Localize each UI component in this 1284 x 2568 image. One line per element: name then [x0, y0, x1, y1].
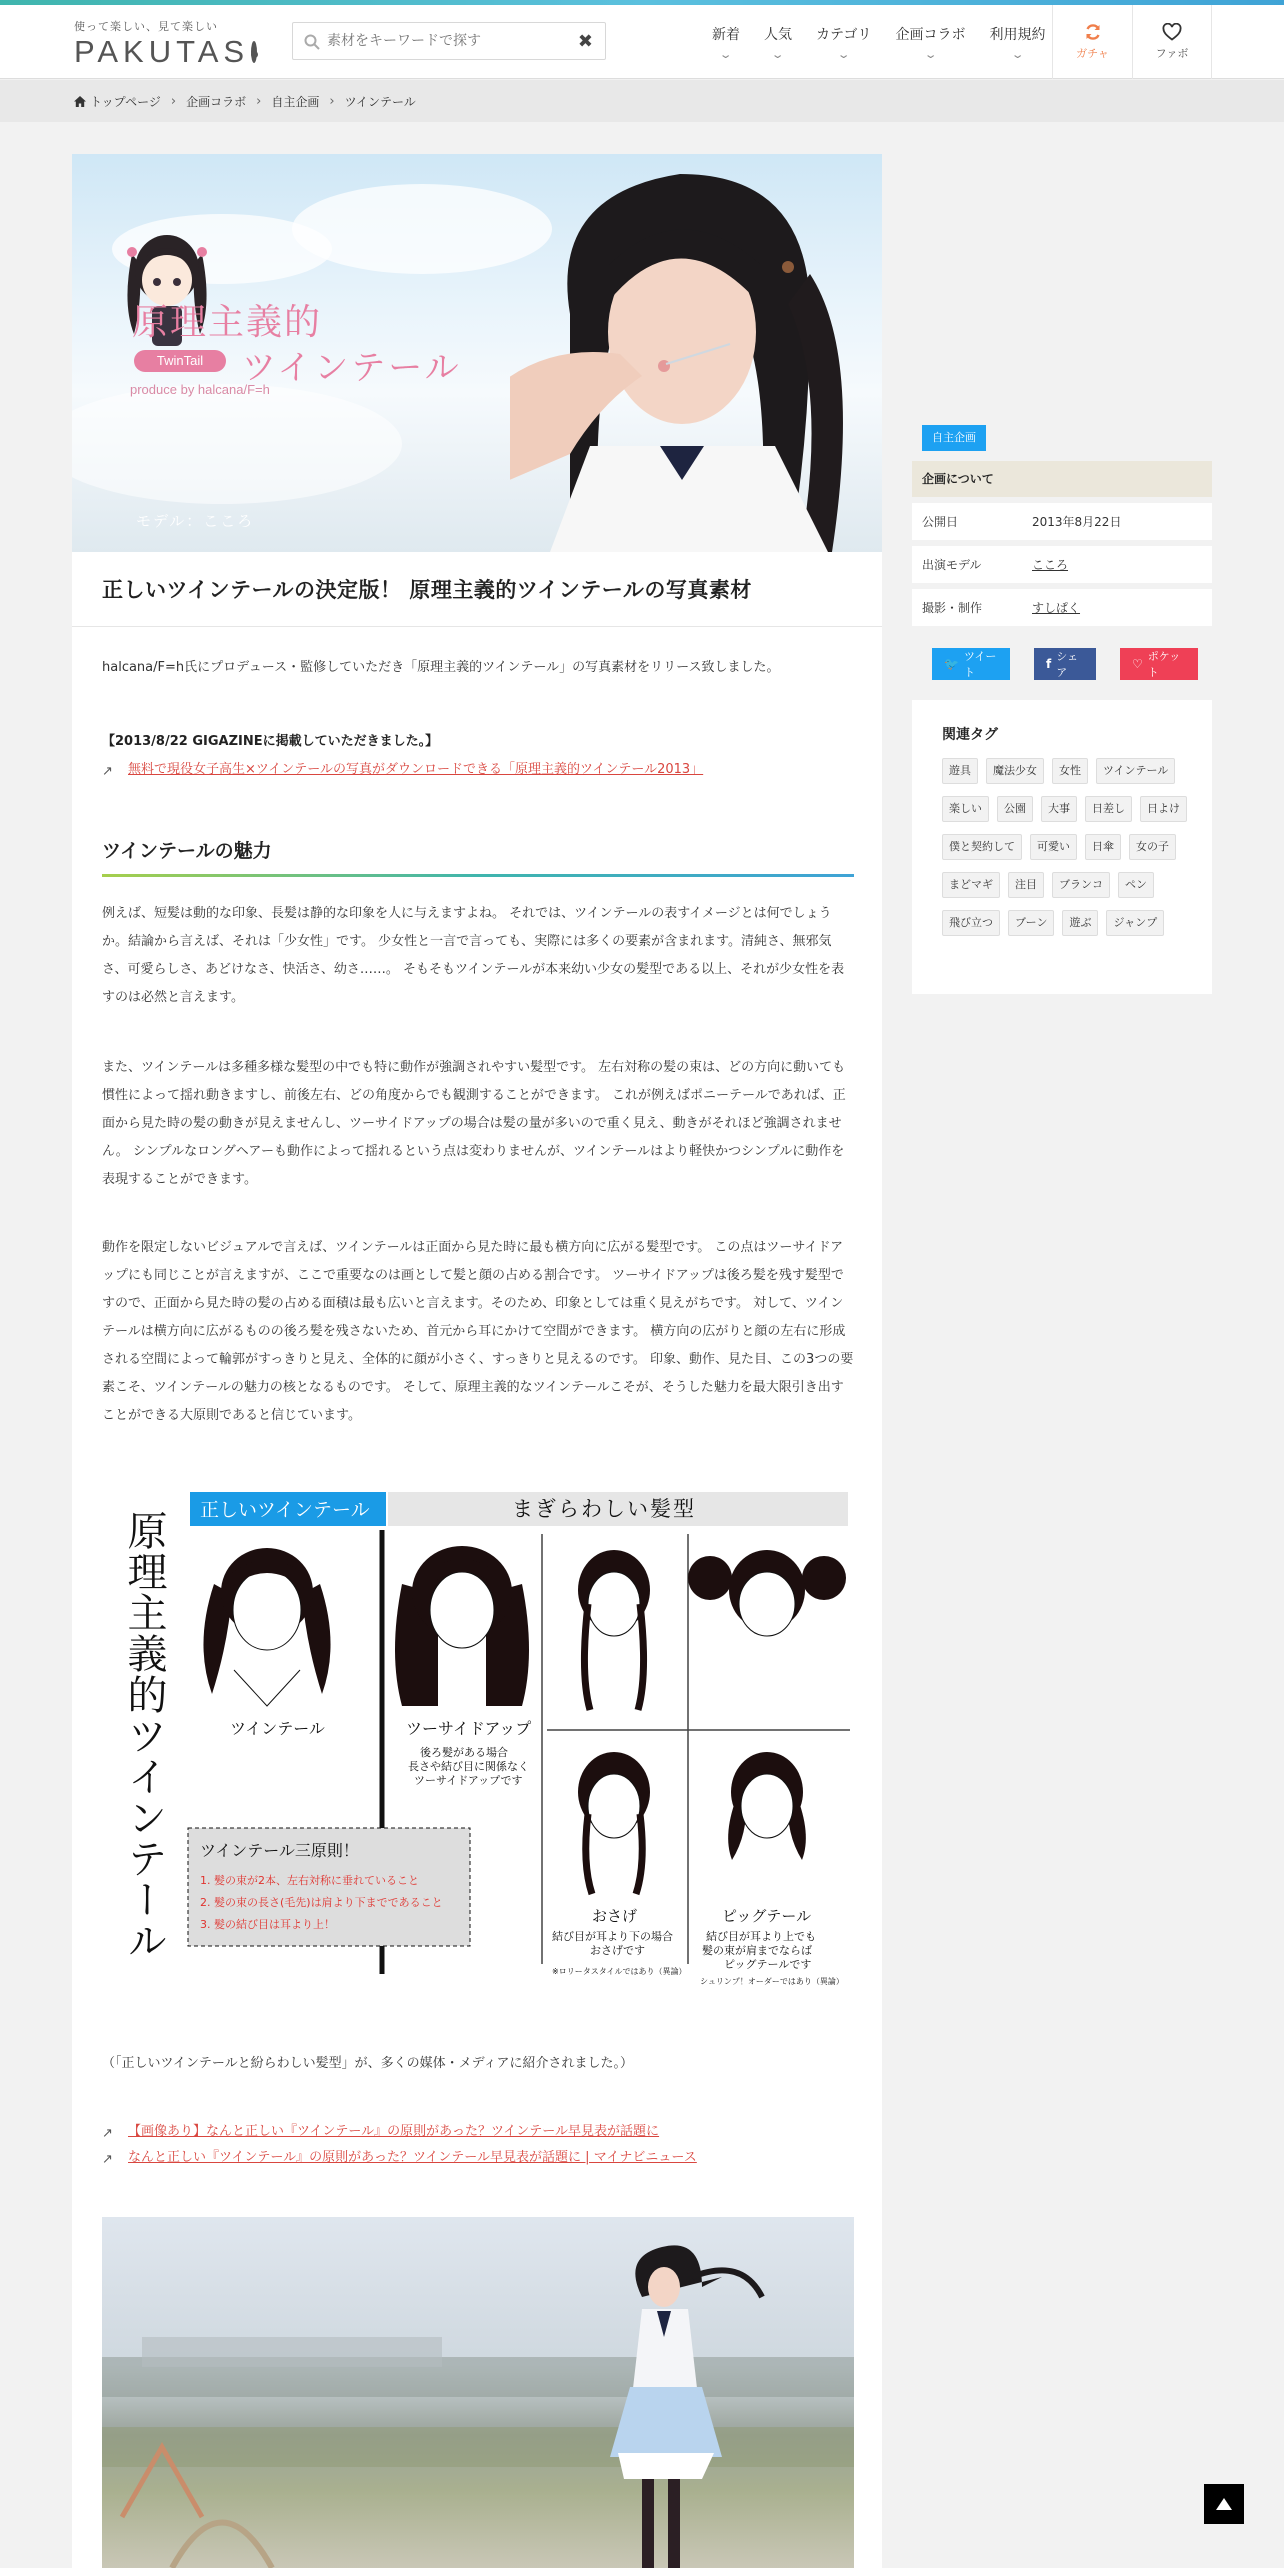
pocket-label: ポケット — [1147, 650, 1181, 679]
paragraph-1: 例えば、短髪は動的な印象、長髪は静的な印象を人に与えますよね。 それでは、ツインテールの表すイメージとは何でしょうか。結論から言えば、それは「少女性」です。 少女性と一言で言っても、実際には多くの要素が含まれます。清純さ、無邪気さ、可愛らしさ、あどけなさ、快活さ、幼さ……。 そもそもツインテールが本来幼い少女の髪型である以上、それが少女性を表すのは必然と言えます。 — [102, 906, 845, 1005]
arrow-up-icon — [1216, 2498, 1232, 2510]
logo-wordmark — [74, 34, 250, 70]
info-key: 撮影・制作 — [922, 601, 983, 615]
nav-new-label: 新着 — [712, 26, 740, 43]
favorites-button[interactable] — [1132, 5, 1212, 79]
photo-scene — [102, 2217, 854, 2568]
twitter-icon: 🐦 — [944, 657, 959, 671]
external-link-row — [102, 758, 703, 779]
hero-girl-photo — [510, 154, 882, 552]
tag-item[interactable]: まどマギ — [942, 872, 1000, 898]
logo-o-mark — [251, 41, 257, 63]
media-link-1[interactable]: 【画像あり】なんと正しい『ツインテール』の原則があった？ツインテール早見表が話題に — [128, 2124, 660, 2139]
intro-text: halcana/F=h氏にプロデュース・監修していただき「原理主義的ツインテール」の写真素材をリリース致しました。 — [102, 660, 780, 675]
share-label: シェア — [1056, 650, 1079, 679]
project-info-box — [912, 461, 1212, 626]
chevron-down-icon: ⌄ — [923, 47, 938, 61]
tag-item[interactable]: 公園 — [997, 796, 1033, 822]
tag-item[interactable]: ブランコ — [1052, 872, 1110, 898]
twintail-chart — [102, 1474, 854, 2142]
gigazine-link[interactable]: 無料で現役女子高生×ツインテールの写真がダウンロードできる「原理主義的ツインテール2013」 — [128, 762, 704, 777]
related-tags-heading: 関連タグ — [942, 727, 998, 743]
section-heading: ツインテールの魅力 — [102, 840, 272, 862]
divider — [72, 626, 882, 627]
pocket-button[interactable] — [1120, 648, 1198, 680]
tag-item[interactable]: 日傘 — [1085, 834, 1121, 860]
section-heading-underline — [102, 874, 854, 877]
diagram-correct-label: 正しいツインテール — [200, 1499, 370, 1521]
breadcrumb-collab[interactable]: 企画コラボ — [186, 94, 247, 109]
tag-item[interactable]: 女性 — [1052, 758, 1088, 784]
info-value: 2013年8月22日 — [1032, 515, 1122, 529]
media-caption: （「正しいツインテールと紛らわしい髪型」が、多くの媒体・メディアに紹介されました。） — [102, 2056, 634, 2071]
tag-item[interactable]: 可愛い — [1030, 834, 1077, 860]
refresh-icon — [1084, 23, 1102, 41]
share-buttons — [932, 648, 1198, 680]
tweet-button[interactable] — [932, 648, 1010, 680]
gacha-button[interactable] — [1052, 5, 1132, 79]
info-row — [912, 589, 1212, 626]
diagram-rule3: 3. 髪の結び目は耳より上！ — [200, 1918, 335, 1931]
hero-model: モデル：こころ — [136, 512, 255, 530]
nav-category[interactable] — [804, 5, 883, 79]
model-link[interactable]: こころ — [1032, 558, 1069, 572]
breadcrumb-current: ツインテール — [344, 94, 416, 109]
breadcrumb-home[interactable]: トップページ — [90, 94, 161, 109]
creator-link[interactable]: すしぱく — [1032, 601, 1081, 615]
diagram-rule1: 1. 髪の束が2本、左右対称に垂れていること — [200, 1874, 419, 1887]
external-link-row — [102, 2146, 697, 2167]
twintail-chart-svg — [102, 1474, 854, 2142]
related-tags-box — [912, 700, 1212, 994]
tag-item[interactable]: 日よけ — [1140, 796, 1187, 822]
diagram-rule2: 2. 髪の束の長さ(毛先)は肩より下までであること — [200, 1896, 443, 1909]
cloud-shape — [72, 384, 402, 504]
tag-item[interactable]: 僕と契約して — [942, 834, 1022, 860]
facebook-icon: f — [1046, 657, 1052, 671]
paragraph-2: また、ツインテールは多種多様な髪型の中でも特に動作が強調されやすい髪型です。 左右対称の髪の束は、どの方向に動いても慣性によって揺れ動きますし、前後左右、どの角度からでも観測することができます。 これが例えばポニーテールであれば、正面から見た時の髪の動きが見えませんし、ツーサイドアップの場合は髪の量が多いので重く見え、動きがそれほど強調されません。 シンプルなロングヘアーも動作によって揺れるという点は変わりませんが、ツインテールはより軽快かつシンプルに動作を表現することができます。 — [102, 1060, 846, 1187]
diagram-osage-note3: ※ロリータスタイルではあり（異論） — [552, 1967, 687, 1976]
tag-item[interactable]: 女の子 — [1129, 834, 1176, 860]
search-input[interactable] — [327, 29, 567, 53]
diagram-rules-title: ツインテール三原則！ — [200, 1841, 359, 1860]
logo-tagline: 使って楽しい、見て楽しい — [74, 20, 218, 33]
search-icon — [304, 34, 320, 50]
chevron-down-icon: ⌄ — [836, 47, 851, 61]
tag-item[interactable]: 日差し — [1085, 796, 1132, 822]
tag-item[interactable]: 飛び立つ — [942, 910, 1000, 936]
diagram-twoside-note3: ツーサイドアップです — [414, 1774, 523, 1787]
project-tag[interactable]: 自主企画 — [922, 425, 986, 451]
favorites-label: ファボ — [1155, 47, 1189, 60]
info-row — [912, 503, 1212, 540]
global-nav — [700, 5, 1057, 79]
chevron-right-icon: › — [170, 93, 177, 109]
tag-item[interactable]: 注目 — [1008, 872, 1044, 898]
clear-icon[interactable]: ✖ — [577, 31, 593, 52]
tweet-label: ツイート — [963, 650, 997, 679]
tag-item[interactable]: 魔法少女 — [986, 758, 1044, 784]
nav-popular[interactable] — [752, 5, 804, 79]
post-title: 正しいツインテールの決定版！ 原理主義的ツインテールの写真素材 — [102, 578, 752, 602]
project-info-heading: 企画について — [912, 461, 1212, 497]
diagram-pig-note4: シュリンプ！オーダーではあり（異論） — [700, 1977, 844, 1986]
paragraph-3: 動作を限定しないビジュアルで言えば、ツインテールは正面から見た時に最も横方向に広がる髪型です。 この点はツーサイドアップにも同じことが言えますが、ここで重要なのは画として髪と顔の占める割合です。 ツーサイドアップは後ろ髪を残す髪型ですので、正面から見た時の髪の占める面積は最も広いと言えます。そのため、印象としては重く見えがちです。 対して、ツインテールは横方向に広がるものの後ろ髪を残さないため、首元から耳にかけて空間ができます。 横方向の広がりと顔の左右に形成される空間によって輪郭がすっきりと見え、全体的に顔が小さく、すっきりと見えるのです。 印象、動作、見た目、この3つの要素こそ、ツインテールの魅力の核となるものです。 そして、原理主義的なツインテールこそが、そうした魅力を最大限引き出すことができる大原則であると信じています。 — [102, 1240, 854, 1423]
tag-item[interactable]: 遊具 — [942, 758, 978, 784]
external-link-icon: ↗ — [102, 2126, 113, 2141]
heart-icon — [1162, 23, 1182, 41]
hero-badge: TwinTail — [134, 350, 226, 372]
chevron-down-icon: ⌄ — [719, 47, 733, 61]
search-box — [292, 22, 606, 60]
diagram-pig-note1: 結び目が耳より上でも — [706, 1930, 816, 1943]
breadcrumb — [0, 80, 1284, 122]
gacha-label: ガチャ — [1076, 47, 1109, 60]
tag-item[interactable]: ジャンプ — [1106, 910, 1164, 936]
diagram-twoside-note2: 長さや結び目に関係なく — [408, 1760, 529, 1773]
hero-image — [72, 154, 882, 552]
back-to-top-button[interactable] — [1204, 2484, 1244, 2524]
tag-item[interactable]: 楽しい — [942, 796, 989, 822]
media-link-2[interactable]: なんと正しい『ツインテール』の原則があった？ツインテール早見表が話題に | マイナビニュース — [128, 2150, 697, 2165]
info-row — [912, 546, 1212, 583]
twintail-jump-photo — [102, 2217, 854, 2568]
chevron-down-icon: ⌄ — [771, 47, 785, 61]
info-key: 出演モデル — [922, 558, 982, 572]
chevron-right-icon: › — [256, 93, 262, 109]
diagram-osage-note1: 結び目が耳より下の場合 — [552, 1930, 673, 1943]
article — [72, 154, 882, 2568]
tag-item[interactable]: 大事 — [1041, 796, 1077, 822]
diagram-twoside-label: ツーサイドアップ — [406, 1719, 532, 1738]
hero-title-line2: ツインテール — [242, 348, 462, 388]
chevron-right-icon: › — [329, 93, 335, 109]
hero-produce: produce by halcana/F=h — [130, 382, 270, 397]
nav-terms-label: 利用規約 — [989, 26, 1046, 43]
external-link-row — [102, 2120, 659, 2141]
nav-terms[interactable] — [977, 5, 1057, 79]
diagram-pig-label: ピッグテール — [722, 1907, 812, 1925]
diagram-pig-note3: ピッグテールです — [724, 1958, 812, 1971]
hero-title-line1: 原理主義的 — [132, 302, 323, 343]
chevron-down-icon: ⌄ — [1010, 47, 1025, 61]
site-header — [0, 5, 1284, 79]
logo-text: PAKUTAS — [74, 34, 250, 69]
nav-collab[interactable] — [883, 5, 977, 79]
tag-item[interactable]: ペン — [1118, 872, 1154, 898]
tag-item[interactable]: 遊ぶ — [1062, 910, 1098, 936]
breadcrumb-self-project[interactable]: 自主企画 — [271, 94, 320, 109]
nav-category-label: カテゴリ — [816, 26, 872, 43]
info-key: 公開日 — [922, 515, 959, 529]
tag-item[interactable]: ブーン — [1008, 910, 1054, 936]
facebook-share-button[interactable] — [1034, 648, 1096, 680]
external-link-icon: ↗ — [102, 2152, 113, 2167]
notice-text: 【2013/8/22 GIGAZINEに掲載していただきました。】 — [102, 734, 439, 749]
site-logo[interactable] — [74, 18, 250, 70]
diagram-pig-note2: 髪の束が肩までならば — [702, 1944, 812, 1957]
home-icon — [74, 96, 86, 107]
nav-collab-label: 企画コラボ — [895, 26, 966, 43]
pocket-icon: ♡ — [1132, 657, 1143, 671]
diagram-vertical-title: 原理主義的ツインテール — [121, 1510, 167, 1961]
related-tags-list — [942, 758, 1192, 936]
nav-popular-label: 人気 — [764, 26, 792, 43]
diagram-twintail-label: ツインテール — [230, 1719, 325, 1738]
diagram-osage-note2: おさげです — [590, 1944, 645, 1957]
diagram-osage-label: おさげ — [592, 1907, 638, 1925]
external-link-icon: ↗ — [102, 764, 113, 779]
nav-new[interactable] — [700, 5, 752, 79]
tag-item[interactable]: ツインテール — [1096, 758, 1175, 784]
diagram-confusing-label: まぎらわしい髪型 — [512, 1497, 696, 1521]
diagram-twoside-note1: 後ろ髪がある場合 — [420, 1746, 508, 1759]
